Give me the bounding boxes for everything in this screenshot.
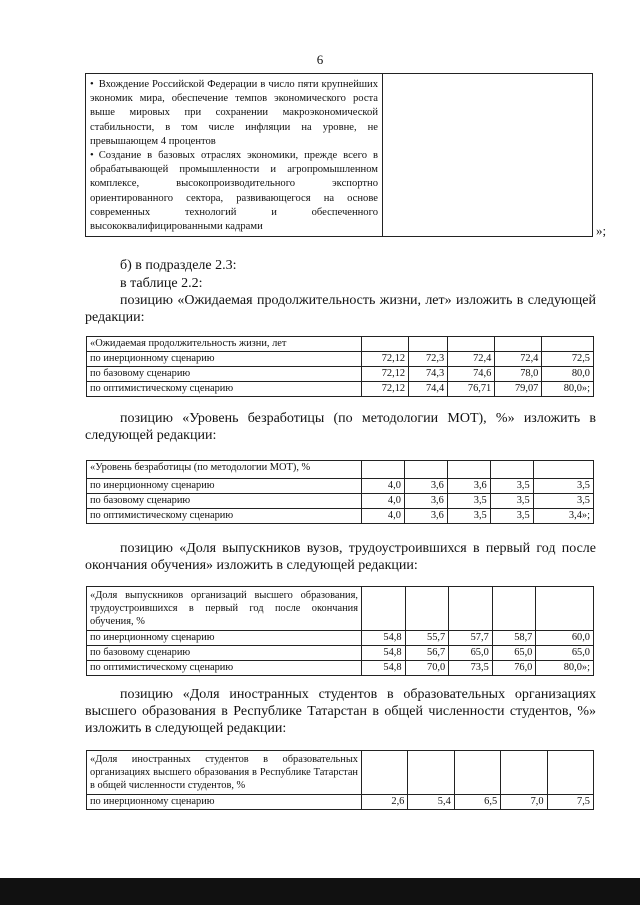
value-cell: 74,3	[409, 367, 448, 382]
cell	[362, 461, 405, 479]
cell	[448, 337, 495, 352]
row-label: по оптимистическому сценарию	[87, 382, 362, 397]
value-cell: 54,8	[362, 631, 406, 646]
value-cell: 74,4	[409, 382, 448, 397]
value-cell: 3,6	[404, 479, 447, 494]
table-row	[87, 751, 594, 795]
goals-cell	[86, 74, 383, 237]
value-cell: 72,3	[409, 352, 448, 367]
table-unemployment	[86, 460, 594, 524]
cell	[447, 461, 490, 479]
table-row	[87, 646, 594, 661]
table-row	[87, 661, 594, 676]
value-cell: 3,6	[447, 479, 490, 494]
cell	[490, 461, 533, 479]
value-cell: 54,8	[362, 646, 406, 661]
cell	[536, 587, 594, 631]
value-cell: 4,0	[362, 494, 405, 509]
value-cell: 80,0»;	[536, 661, 594, 676]
goal-bullet: • Создание в базовых отраслях экономики, прежде всего в обрабатывающей промышленности и агропромышленном комплексе, высокопроизводительного экспортно ориентированного сектора, развивающегося на основе современных технологий и обеспеченного высококвалифицированными кадрами	[90, 149, 378, 234]
value-cell: 58,7	[492, 631, 536, 646]
value-cell: 80,0	[542, 367, 594, 382]
value-cell: 3,5	[533, 494, 593, 509]
value-cell: 80,0»;	[542, 382, 594, 397]
instruction-foreign-students: позицию «Доля иностранных студентов в образовательных организациях высшего образования в Республике Татарстан в общей численности студентов, %» изложить в следующей редакции:	[85, 687, 596, 736]
cell	[533, 461, 593, 479]
table-row	[87, 509, 594, 524]
table-foreign-students	[86, 750, 594, 810]
value-cell: 3,5	[447, 509, 490, 524]
value-cell: 5,4	[408, 795, 454, 810]
value-cell: 72,12	[362, 382, 409, 397]
row-label: по инерционному сценарию	[87, 631, 362, 646]
cell	[495, 337, 542, 352]
row-label: по базовому сценарию	[87, 646, 362, 661]
value-cell: 7,5	[547, 795, 593, 810]
value-cell: 74,6	[448, 367, 495, 382]
value-cell: 60,0	[536, 631, 594, 646]
cell	[542, 337, 594, 352]
row-label: по базовому сценарию	[87, 494, 362, 509]
table-row	[87, 494, 594, 509]
value-cell: 7,0	[501, 795, 547, 810]
cell	[362, 751, 408, 795]
value-cell: 54,8	[362, 661, 406, 676]
value-cell: 79,07	[495, 382, 542, 397]
row-label: по инерционному сценарию	[87, 795, 362, 810]
value-cell: 3,6	[404, 509, 447, 524]
table-ref-line: в таблице 2.2:	[120, 276, 203, 291]
value-cell: 3,5	[490, 509, 533, 524]
table-row	[87, 461, 594, 479]
row-title: «Уровень безработицы (по методологии МОТ), %	[87, 461, 362, 479]
table-row	[87, 337, 594, 352]
row-label: по оптимистическому сценарию	[87, 509, 362, 524]
instruction-life: позицию «Ожидаемая продолжительность жизни, лет» изложить в следующей редакции:	[85, 293, 596, 325]
value-cell: 4,0	[362, 479, 405, 494]
cell	[405, 587, 449, 631]
value-cell: 3,5	[447, 494, 490, 509]
row-title: «Доля иностранных студентов в образовательных организациях высшего образования в Республике Татарстан в общей численности студентов, %	[87, 751, 362, 795]
value-cell: 4,0	[362, 509, 405, 524]
row-label: по оптимистическому сценарию	[87, 661, 362, 676]
value-cell: 65,0	[449, 646, 493, 661]
value-cell: 3,6	[404, 494, 447, 509]
cell	[454, 751, 500, 795]
value-cell: 3,4»;	[533, 509, 593, 524]
row-label: по базовому сценарию	[87, 367, 362, 382]
cell	[492, 587, 536, 631]
value-cell: 65,0	[536, 646, 594, 661]
scan-edge-stripe	[0, 878, 640, 905]
value-cell: 57,7	[449, 631, 493, 646]
table-row	[87, 382, 594, 397]
cell	[449, 587, 493, 631]
cell	[501, 751, 547, 795]
value-cell: 2,6	[362, 795, 408, 810]
table-life-expectancy	[86, 336, 594, 397]
goals-empty-cell	[383, 74, 593, 237]
goals-table	[85, 73, 593, 237]
goal-bullet: • Вхождение Российской Федерации в число пяти крупнейших экономик мира, обеспечение темпов экономического роста выше мировых при сохранении макроэкономической стабильности, в том числе инфляции на уровне, не превышающем 4 процентов	[90, 78, 378, 149]
table-row	[87, 795, 594, 810]
value-cell: 3,5	[490, 479, 533, 494]
cell	[547, 751, 593, 795]
instruction-unemployment: позицию «Уровень безработицы (по методологии МОТ), %» изложить в следующей редакции:	[85, 411, 596, 443]
table-row	[87, 631, 594, 646]
value-cell: 72,5	[542, 352, 594, 367]
value-cell: 3,5	[533, 479, 593, 494]
row-label: по инерционному сценарию	[87, 479, 362, 494]
row-title: «Ожидаемая продолжительность жизни, лет	[87, 337, 362, 352]
value-cell: 65,0	[492, 646, 536, 661]
value-cell: 76,71	[448, 382, 495, 397]
instruction-graduates: позицию «Доля выпускников вузов, трудоустроившихся в первый год после окончания обучения» изложить в следующей редакции:	[85, 541, 596, 573]
value-cell: 72,12	[362, 352, 409, 367]
value-cell: 72,12	[362, 367, 409, 382]
value-cell: 56,7	[405, 646, 449, 661]
value-cell: 6,5	[454, 795, 500, 810]
value-cell: 78,0	[495, 367, 542, 382]
table-row	[87, 479, 594, 494]
row-label: по инерционному сценарию	[87, 352, 362, 367]
cell	[404, 461, 447, 479]
goals-table-closer: »;	[596, 223, 607, 238]
value-cell: 3,5	[490, 494, 533, 509]
value-cell: 72,4	[448, 352, 495, 367]
value-cell: 73,5	[449, 661, 493, 676]
row-title: «Доля выпускников организаций высшего образования, трудоустроившихся в первый год после окончания обучения, %	[87, 587, 362, 631]
value-cell: 70,0	[405, 661, 449, 676]
value-cell: 55,7	[405, 631, 449, 646]
cell	[408, 751, 454, 795]
table-row	[87, 367, 594, 382]
table-row	[87, 352, 594, 367]
page-number: 6	[316, 52, 324, 67]
table-row	[87, 587, 594, 631]
cell	[362, 587, 406, 631]
value-cell: 76,0	[492, 661, 536, 676]
cell	[362, 337, 409, 352]
cell	[409, 337, 448, 352]
value-cell: 72,4	[495, 352, 542, 367]
table-graduates	[86, 586, 594, 676]
subsection-line: б) в подразделе 2.3:	[120, 258, 237, 273]
